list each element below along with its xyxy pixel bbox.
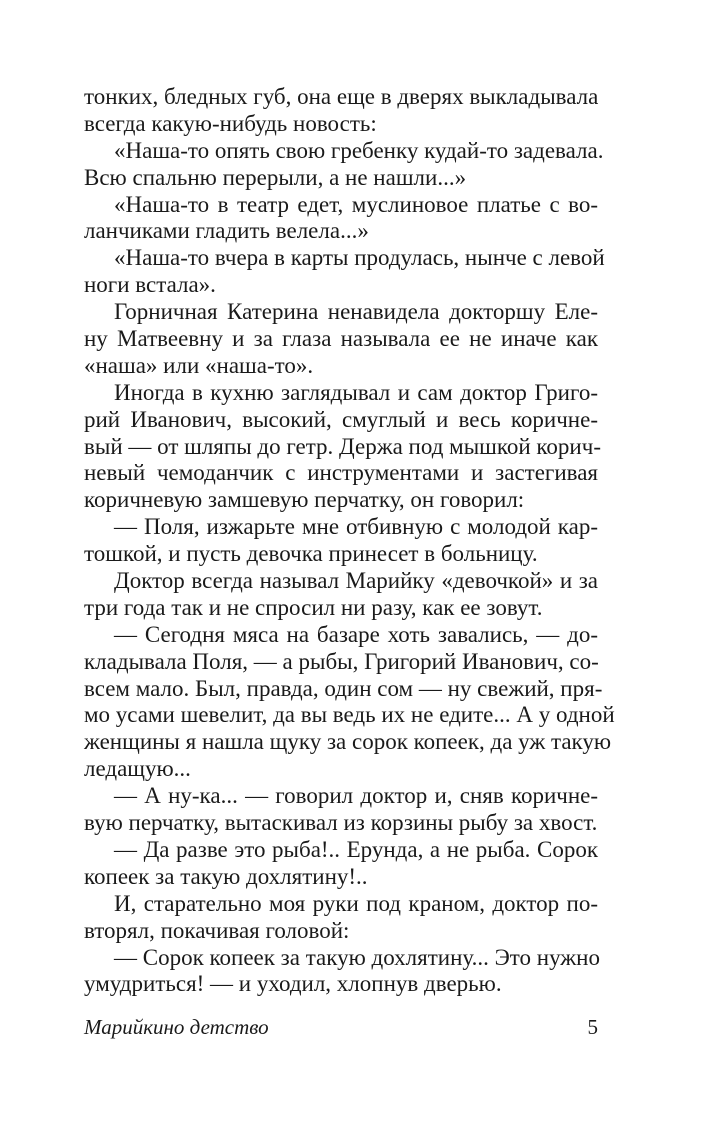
text-line: ланчиками гладить велела...» (84, 218, 369, 244)
text-line: вый — от шляпы до гетр. Держа под мышкой корич- (84, 433, 601, 459)
text-line: рий Иванович, высокий, смуглый и весь коричне- (84, 406, 598, 432)
text-line: женщины я нашла щуку за сорок копеек, да уж такую (84, 729, 612, 755)
text-line: «Наша-то опять свою гребенку кудай-то задевала. (114, 137, 604, 163)
text-line: всегда какую-нибудь новость: (84, 110, 377, 136)
text-line: мо усами шевелит, да вы ведь их не едите... А у одной (84, 702, 615, 728)
running-footer-title: Марийкино детство (84, 1015, 269, 1039)
text-line: вую перчатку, вытаскивал из корзины рыбу за хвост. (84, 810, 598, 836)
text-line: — Да разве это рыба!.. Ерунда, а не рыба. Сорок (114, 836, 598, 862)
text-line: Доктор всегда называл Марийку «девочкой» и за (114, 568, 598, 594)
text-line: Горничная Катерина ненавидела докторшу Еле- (114, 299, 598, 325)
text-line: «Наша-то в театр едет, муслиновое платье с во- (114, 191, 598, 217)
text-line: — Сорок копеек за такую дохлятину... Это нужно (114, 944, 600, 970)
text-line: ноги встала». (84, 272, 216, 298)
text-line: три года так и не спросил ни разу, как ее зовут. (84, 594, 543, 620)
text-line: «Наша-то вчера в карты продулась, нынче с левой (114, 245, 605, 271)
text-line: тонких, бледных губ, она еще в дверях выкладывала (84, 84, 599, 109)
text-line: Иногда в кухню заглядывал и сам доктор Григо- (114, 379, 598, 405)
text-line: вторял, покачивая головой: (84, 917, 350, 943)
text-line: И, старательно моя руки под краном, доктор по- (114, 890, 598, 916)
text-line: всем мало. Был, правда, один сом — ну свежий, пря- (84, 675, 603, 701)
text-line: умудриться! — и уходил, хлопнув дверью. (84, 971, 502, 997)
page-footer (84, 1013, 598, 1041)
text-line: Всю спальню перерыли, а не нашли...» (84, 164, 467, 190)
text-line: копеек за такую дохлятину!.. (84, 863, 368, 889)
text-line: — А ну-ка... — говорил доктор и, сняв коричне- (114, 783, 598, 809)
text-line: ледащую... (84, 756, 191, 782)
text-line: ну Матвеевну и за глаза называла ее не иначе как (84, 326, 598, 352)
text-line: невый чемоданчик с инструментами и застегивая (84, 460, 598, 486)
text-line: «наша» или «наша-то». (84, 352, 314, 378)
text-line: — Поля, изжарьте мне отбивную с молодой кар- (114, 514, 598, 540)
text-line: — Сегодня мяса на базаре хоть завались, — до- (114, 621, 598, 647)
text-line: тошкой, и пусть девочка принесет в больницу. (84, 541, 538, 567)
text-line: коричневую замшевую перчатку, он говорил: (84, 487, 525, 513)
text-line: кладывала Поля, — а рыбы, Григорий Иванович, со- (84, 648, 599, 674)
page-body-text (84, 84, 615, 998)
page-number: 5 (587, 1015, 598, 1039)
